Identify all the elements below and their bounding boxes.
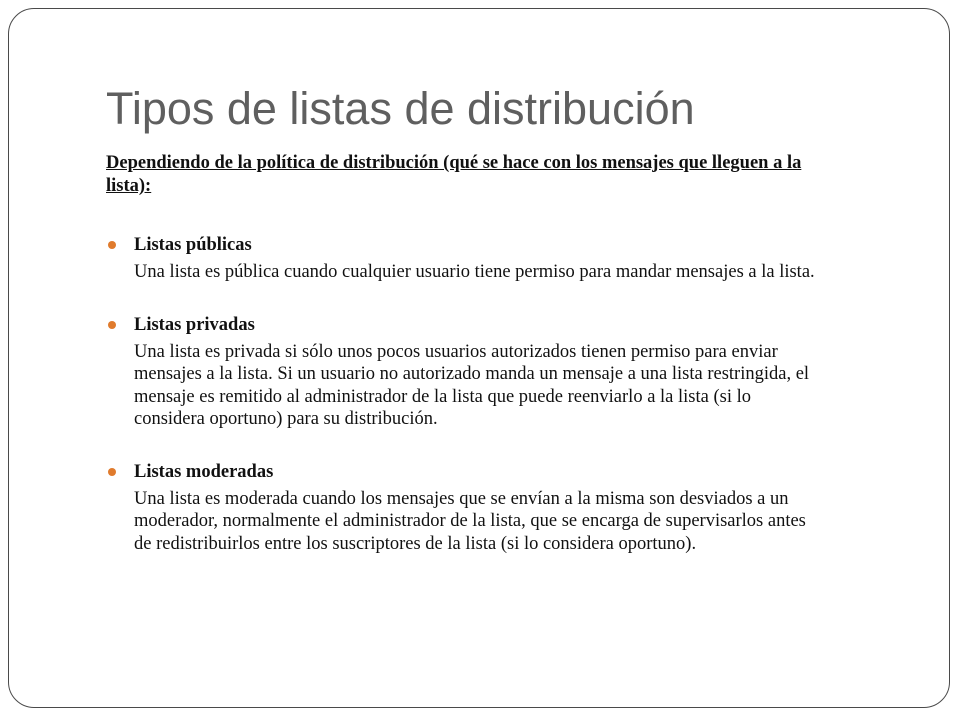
bullet-icon	[108, 241, 116, 249]
list-item	[106, 461, 816, 556]
bullet-icon	[108, 468, 116, 476]
bullet-icon	[108, 321, 116, 329]
item-description: Una lista es moderada cuando los mensajes que se envían a la misma son desviados a un moderador, normalmente el administrador de la lista, que se encarga de supervisarlos antes de redistribuirlos entre los suscriptores de la lista (si lo considera oportuno).	[134, 488, 806, 554]
intro-text: Dependiendo de la política de distribución (qué se hace con los mensajes que lleguen a la lista):	[106, 153, 802, 196]
slide-content	[106, 152, 816, 555]
item-heading: Listas moderadas	[134, 461, 274, 482]
item-heading: Listas públicas	[134, 235, 252, 255]
list-item	[106, 234, 816, 284]
item-description: Una lista es pública cuando cualquier usuario tiene permiso para mandar mensajes a la lista.	[134, 262, 815, 282]
list-item	[106, 314, 816, 431]
item-description: Una lista es privada si sólo unos pocos usuarios autorizados tienen permiso para enviar mensajes a la lista. Si un usuario no autorizado manda un mensaje a una lista restringida, el mensaje es remitido al administrador de la lista que puede reenviarlo a la lista (si lo considera oportuno) para su distribución.	[134, 341, 810, 429]
item-heading: Listas privadas	[134, 314, 255, 335]
slide-title: Tipos de listas de distribución	[106, 83, 695, 134]
